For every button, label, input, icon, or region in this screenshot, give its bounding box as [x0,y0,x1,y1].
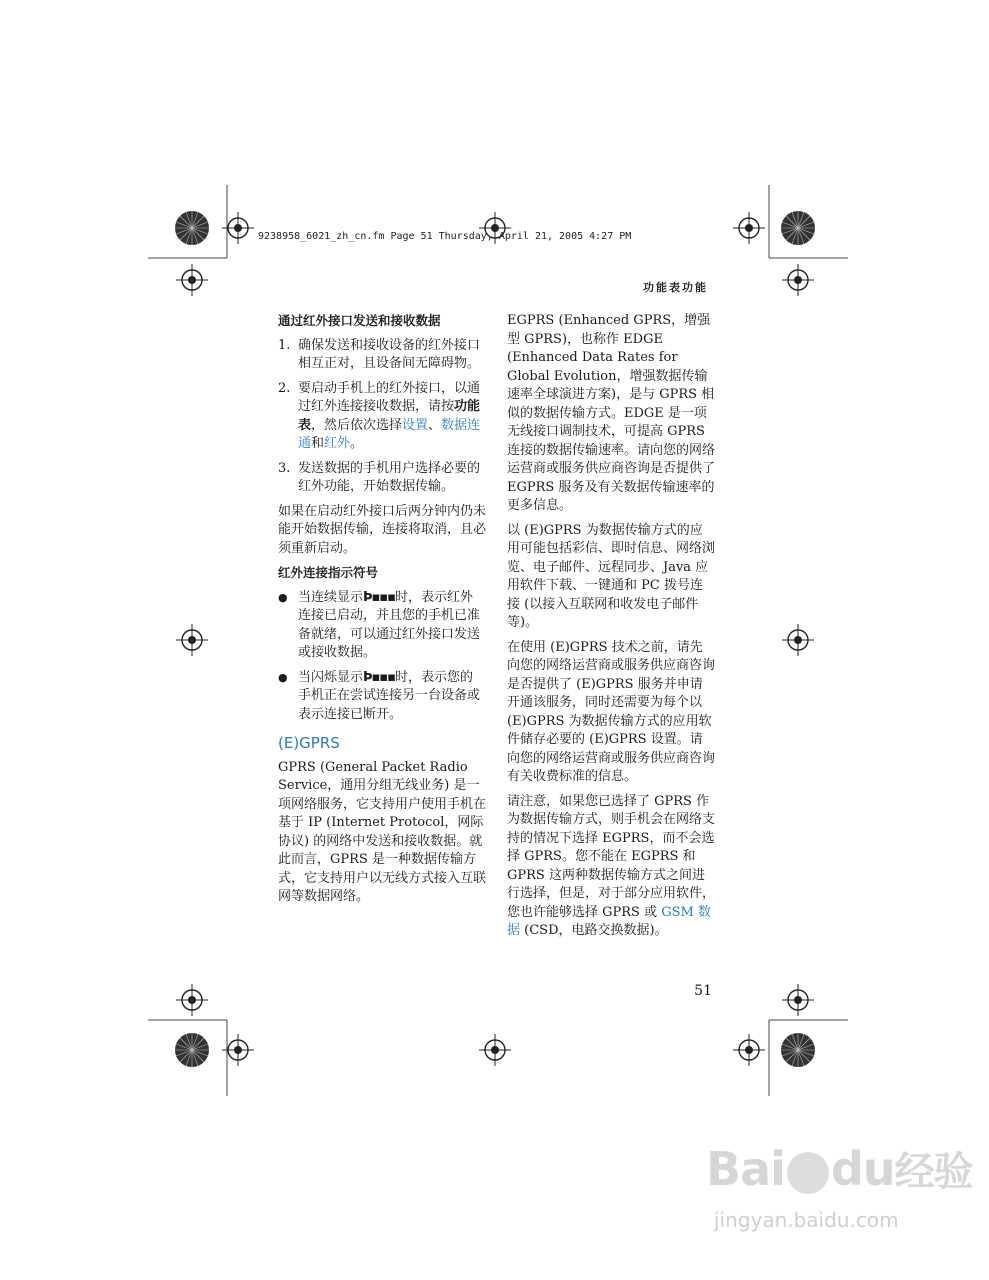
heading-infrared-transfer: 通过红外接口发送和接收数据 [278,313,441,328]
paragraph: 在使用 (E)GPRS 技术之前，请先向您的网络运营商或服务供应商咨询是否提供了 (E)GPRS 服务并申请开通该服务，同时还需要为每个以 (E)GPRS 为数据传输方式的应用软件储存必要的 (E)GPRS 设置。请向您的网络运营商或服务供应商咨询有关收费标准的信息。 [507,639,716,784]
step-text-part: 要启动手机上的红外接口，以通过红外连接接收数据，请按 [298,380,481,414]
bullet-text-part: 当连续显示 [298,589,364,605]
paragraph: GPRS (General Packet Radio Service，通用分组无线业务) 是一项网络服务，它支持用户使用手机在基于 IP (Internet Protocol，网际协议) 的网络中发送和接收数据。就此而言，GPRS 是一种数据传输方式，它支持用户以无线方式接入互联网等数据网络。 [278,759,487,904]
step-text-part: 、 [428,417,442,433]
bullet-text [298,589,486,663]
paragraph: 以 (E)GPRS 为数据传输方式的应用可能包括彩信、即时信息、网络浏览、电子邮件、远程同步、Java 应用软件下载、一键通和 PC 拨号连接 (以接入互联网和收发电子邮件等)。 [507,522,716,630]
bullet-text [298,669,486,725]
paragraph [507,793,715,941]
step-number: 3. [278,460,291,476]
watermark-logo [706,1140,973,1197]
paragraph: EGPRS (Enhanced GPRS，增强型 GPRS)，也称作 EDGE (Enhanced Data Rates for Global Evolution，增强数据传输速率全球演进方案)，是与 GPRS 相似的数据传输方式。EDGE 是一项无线接口调制技术，可提高 GPRS 连接的数据传输速率。请向您的网络运营商或服务供应商咨询是否提供了 EGPRS 服务及有关数据传输速率的更多信息。 [507,313,716,513]
bullet-icon: ● [278,670,288,684]
bullet-icon: ● [278,590,288,604]
step-text-part: ，然后依次选择 [311,417,403,433]
watermark-url: jingyan.baidu.com [714,1208,899,1232]
left-column [278,312,486,913]
step-text-part: 和 [311,436,325,451]
list-item [278,460,486,497]
paragraph-part: (CSD，电路交换数据)。 [520,923,668,938]
paw-icon [787,1152,829,1194]
watermark [700,1132,973,1252]
infrared-indicator-icon: Þ▪▪▪ [363,669,396,685]
list-item [278,669,486,725]
page-number: 51 [694,983,712,999]
link-connectivity[interactable]: 数据连通 [298,417,481,451]
bullet-list [278,589,486,725]
watermark-brand-cn: 经验 [894,1149,973,1195]
link-gsm-data[interactable]: GSM 数据 [507,904,711,938]
link-infrared[interactable]: 红外 [324,436,351,451]
step-text: 发送数据的手机用户选择必要的红外功能，开始数据传输。 [298,460,481,494]
list-item [278,589,486,663]
list-item [278,337,486,374]
step-text [298,380,486,454]
bullet-text-part: 时，表示您的手机正在尝试连接另一台设备或表示连接已断开。 [298,669,481,722]
running-head: 功能表功能 [643,281,708,294]
paragraph-part: 请注意，如果您已选择了 GPRS 作为数据传输方式，则手机会在网络支持的情况下选择 EGPRS，而不会选择 GPRS。您不能在 EGPRS 和 GPRS 这两种数据传输方式之间进行选择，但是，对于部分应用软件，您也许能够选择 GPRS 或 [507,793,716,920]
watermark-brand-b: du [830,1142,895,1196]
right-column [507,312,715,947]
link-settings[interactable]: 设置 [402,417,429,433]
step-text: 确保发送和接收设备的红外接口相互正对，且设备间无障碍物。 [298,337,481,371]
section-title-egprs: (E)GPRS [278,734,340,752]
step-number: 2. [278,380,291,396]
infrared-indicator-icon: Þ▪▪▪ [363,589,396,605]
bullet-text-part: 当闪烁显示 [298,669,364,685]
bullet-text-part: 时，表示红外连接已启动，并且您的手机已准备就绪，可以通过红外接口发送或接收数据。 [298,589,481,660]
file-header: 9238958_6021_zh_cn.fm Page 51 Thursday, April 21, 2005 4:27 PM [258,231,632,242]
menu-term: 功能表 [298,399,481,433]
steps-list [278,337,486,497]
step-number: 1. [278,337,291,353]
list-item [278,380,486,454]
step-text-part: 。 [350,436,364,451]
watermark-brand-a: Bai [706,1142,785,1196]
heading-infrared-indicator: 红外连接指示符号 [278,565,379,580]
paragraph: 如果在启动红外接口后两分钟内仍未能开始数据传输，连接将取消，且必须重新启动。 [278,503,487,556]
